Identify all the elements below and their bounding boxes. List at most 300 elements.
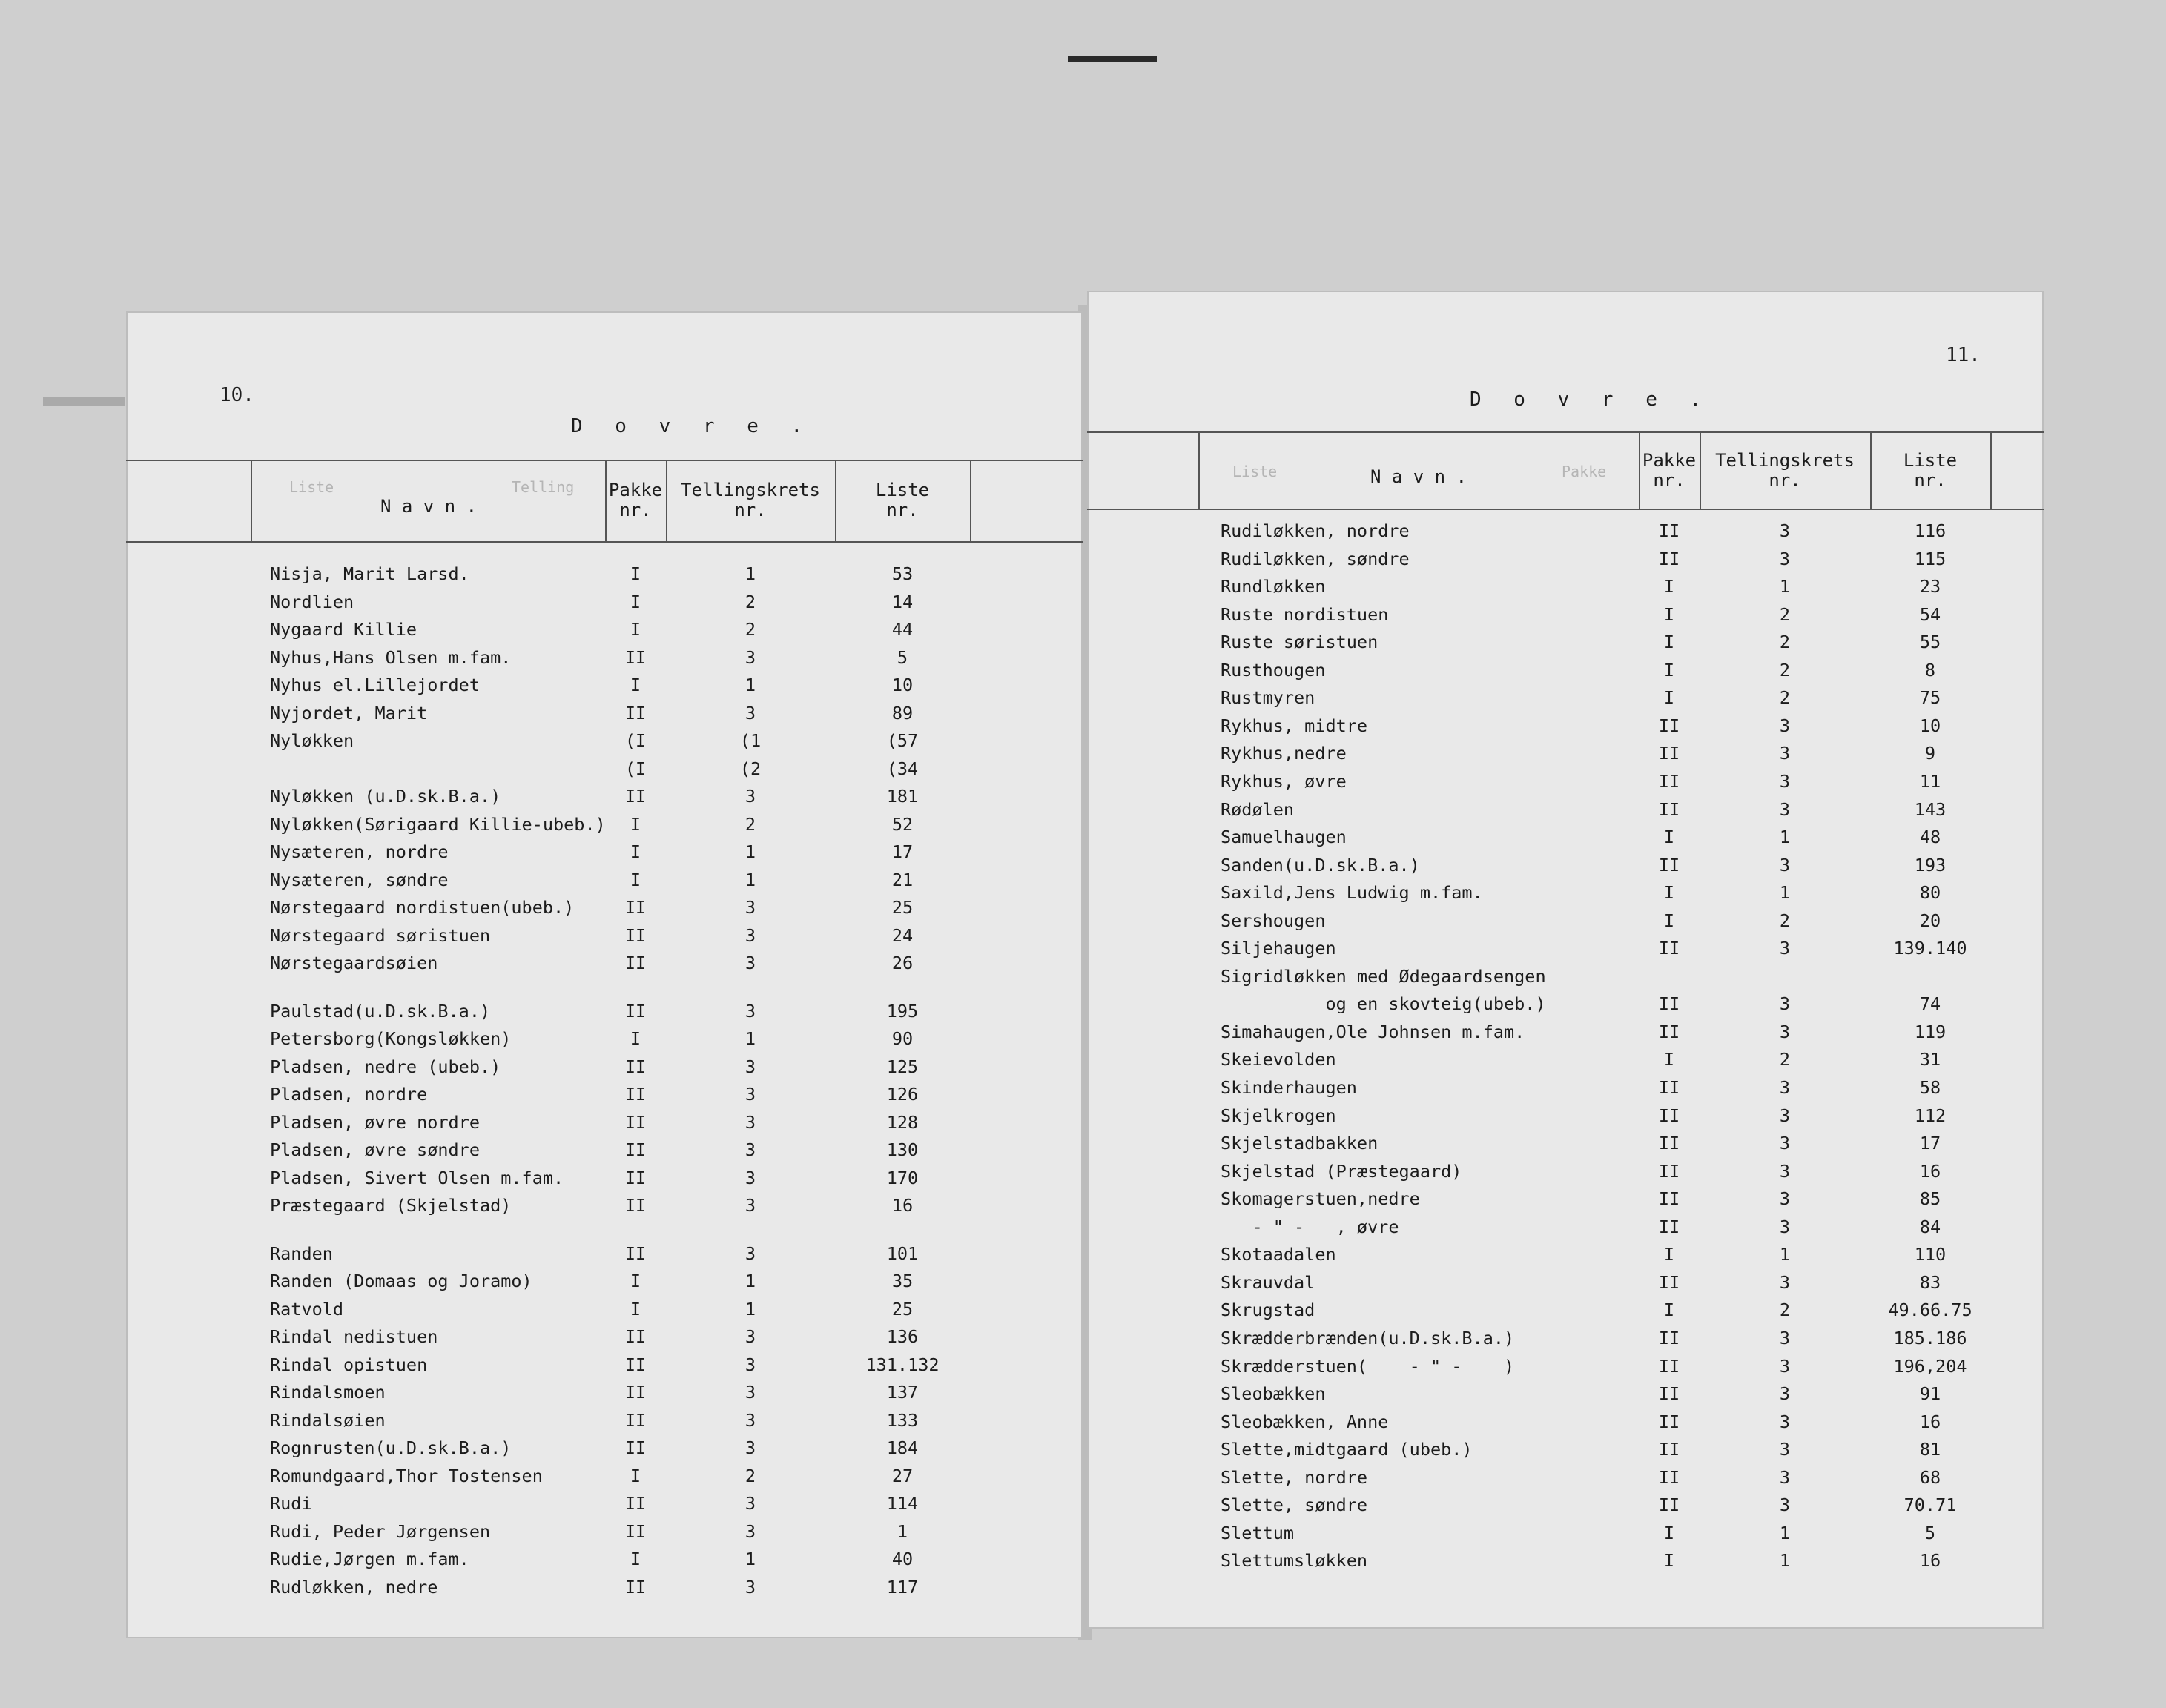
column-rule <box>1990 431 1992 509</box>
table-row <box>126 592 1083 620</box>
pakke-nr: I <box>630 563 641 584</box>
entry-name: - " - , øvre <box>1221 1216 1399 1237</box>
entry-name: Rudiløkken, søndre <box>1221 548 1410 569</box>
entry-name: Sigridløkken med Ødegaardsengen <box>1221 965 1546 987</box>
tellingskrets-nr: 3 <box>1779 1216 1791 1237</box>
tellingskrets-nr: 1 <box>1779 1244 1791 1265</box>
table-row <box>1087 743 2044 771</box>
entry-name: Sleobækken <box>1221 1383 1326 1405</box>
table-row <box>1087 1272 2044 1300</box>
entry-name: Nyhus,Hans Olsen m.fam. <box>270 646 512 668</box>
left-page <box>126 311 1083 1638</box>
table-row <box>1087 1523 2044 1551</box>
liste-nr: 90 <box>891 1028 914 1049</box>
entry-name: Rudløkken, nedre <box>270 1576 438 1598</box>
table-row <box>126 870 1083 898</box>
tellingskrets-nr: 1 <box>1779 1550 1791 1572</box>
liste-nr: 75 <box>1919 687 1941 709</box>
tellingskrets-nr: 1 <box>744 675 756 695</box>
table-row <box>126 1001 1083 1029</box>
entry-name: Slette,midtgaard (ubeb.) <box>1221 1439 1473 1460</box>
table-row <box>126 1084 1083 1112</box>
table-row <box>1087 938 2044 966</box>
col-header-telling: Tellingskrets nr. <box>1715 450 1855 491</box>
table-row <box>126 563 1083 592</box>
liste-nr: 16 <box>891 1195 914 1216</box>
pakke-nr: I <box>1663 603 1675 625</box>
pakke-nr: II <box>624 1520 647 1542</box>
pakke-nr: I <box>1663 1049 1675 1070</box>
entry-name: Skrædderbrænden(u.D.sk.B.a.) <box>1221 1327 1515 1348</box>
tellingskrets-nr: 3 <box>1779 993 1791 1015</box>
entry-name: Samuelhaugen <box>1221 827 1347 848</box>
liste-nr: 48 <box>1919 827 1941 848</box>
entry-name: Nyløkken (u.D.sk.B.a.) <box>270 786 501 807</box>
entry-name: Skjelkrogen <box>1221 1105 1336 1126</box>
tellingskrets-nr: 3 <box>744 1139 756 1160</box>
liste-nr: 25 <box>891 897 914 918</box>
entry-name: Pladsen, nordre <box>270 1084 428 1105</box>
liste-nr: 126 <box>886 1084 919 1105</box>
pakke-nr: II <box>624 924 647 946</box>
entry-name: Rykhus, midtre <box>1221 715 1368 736</box>
pakke-nr: II <box>624 702 647 724</box>
pakke-nr: II <box>1658 1021 1680 1042</box>
liste-nr: 68 <box>1919 1466 1941 1488</box>
entry-name: Skeievolden <box>1221 1049 1336 1070</box>
tellingskrets-nr: 3 <box>1779 743 1791 764</box>
entry-name: Rindalsmoen <box>270 1382 386 1403</box>
header-bottom-rule <box>1087 509 2044 510</box>
liste-nr: 35 <box>891 1271 914 1291</box>
tellingskrets-nr: 3 <box>1779 1077 1791 1098</box>
tellingskrets-nr: 3 <box>1779 1271 1791 1293</box>
entry-name: Pladsen, øvre søndre <box>270 1139 480 1160</box>
tellingskrets-nr: 3 <box>744 1409 756 1431</box>
entry-name: Nørstegaardsøien <box>270 953 438 973</box>
liste-nr: 8 <box>1924 659 1936 681</box>
table-row <box>126 1243 1083 1271</box>
pakke-nr: II <box>624 1084 647 1105</box>
table-row <box>126 1577 1083 1605</box>
pakke-nr: I <box>630 869 641 890</box>
tellingskrets-nr: 2 <box>1779 1300 1791 1321</box>
col-header-telling: Tellingskrets nr. <box>681 480 820 520</box>
liste-nr: 170 <box>886 1167 919 1188</box>
tellingskrets-nr: 3 <box>744 1354 756 1375</box>
liste-nr: (57 <box>886 730 919 751</box>
entry-name: Rudi, Peder Jørgensen <box>270 1520 491 1542</box>
entry-name: Nyløkken <box>270 730 354 751</box>
tellingskrets-nr: 1 <box>744 841 756 862</box>
liste-nr: 44 <box>891 619 914 640</box>
pakke-nr: I <box>630 1028 641 1049</box>
table-row <box>126 1056 1083 1085</box>
liste-nr: 17 <box>1919 1133 1941 1154</box>
tellingskrets-nr: 3 <box>744 1493 756 1514</box>
liste-nr: 133 <box>886 1409 919 1431</box>
entry-name: Rødølen <box>1221 798 1295 820</box>
table-row <box>1087 1217 2044 1245</box>
table-row <box>126 1139 1083 1168</box>
table-row <box>126 814 1083 842</box>
tellingskrets-nr: 3 <box>1779 1021 1791 1042</box>
liste-nr: 21 <box>891 869 914 890</box>
tellingskrets-nr: 3 <box>1779 1411 1791 1432</box>
entry-name: Nyløkken(Sørigaard Killie-ubeb.) <box>270 813 606 835</box>
entry-name: Rindal opistuen <box>270 1354 428 1375</box>
pakke-nr: II <box>1658 1105 1680 1126</box>
col-header-navn: N a v n . <box>380 496 478 517</box>
liste-nr: 195 <box>886 1000 919 1022</box>
entry-name: Saxild,Jens Ludwig m.fam. <box>1221 882 1483 904</box>
entry-name: Paulstad(u.D.sk.B.a.) <box>270 1000 491 1022</box>
table-row <box>1087 799 2044 827</box>
entry-name: Rykhus, øvre <box>1221 770 1347 792</box>
entry-name: Nysæteren, nordre <box>270 841 449 862</box>
entry-name: Slette, nordre <box>1221 1466 1368 1488</box>
liste-nr: 17 <box>891 841 914 862</box>
table-row <box>126 675 1083 703</box>
table-row <box>126 1354 1083 1383</box>
liste-nr: 70.71 <box>1903 1494 1957 1516</box>
tellingskrets-nr: 3 <box>1779 1383 1791 1405</box>
entry-name: Slette, søndre <box>1221 1494 1368 1516</box>
table-row <box>1087 1161 2044 1189</box>
pakke-nr: I <box>630 1465 641 1486</box>
entry-name: Skrædderstuen( - " - ) <box>1221 1355 1515 1377</box>
tellingskrets-nr: 3 <box>744 1167 756 1188</box>
liste-nr: 1 <box>897 1520 908 1542</box>
table-row <box>1087 882 2044 910</box>
pakke-nr: II <box>1658 1188 1680 1210</box>
liste-nr: 20 <box>1919 910 1941 931</box>
liste-nr: 58 <box>1919 1077 1941 1098</box>
entry-name: Skjelstad (Præstegaard) <box>1221 1160 1462 1182</box>
pakke-nr: I <box>1663 827 1675 848</box>
tellingskrets-nr: 3 <box>744 1056 756 1077</box>
tellingskrets-nr: 3 <box>1779 1188 1791 1210</box>
pakke-nr: II <box>1658 1355 1680 1377</box>
pakke-nr: II <box>624 1354 647 1375</box>
liste-nr: 23 <box>1919 576 1941 598</box>
pakke-nr: II <box>624 1000 647 1022</box>
table-row <box>1087 520 2044 549</box>
entry-name: Ruste nordistuen <box>1221 603 1389 625</box>
pakke-nr: I <box>1663 1550 1675 1572</box>
pakke-nr: II <box>1658 520 1680 541</box>
pakke-nr: I <box>630 619 641 640</box>
pakke-nr: II <box>1658 1077 1680 1098</box>
tellingskrets-nr: 3 <box>744 1326 756 1347</box>
pakke-nr: II <box>1658 993 1680 1015</box>
ink-mark <box>1068 56 1157 62</box>
entry-name: Randen (Domaas og Joramo) <box>270 1271 532 1291</box>
pakke-nr: II <box>1658 1439 1680 1460</box>
liste-nr: 16 <box>1919 1550 1941 1572</box>
entry-name: Sanden(u.D.sk.B.a.) <box>1221 854 1420 875</box>
pakke-nr: II <box>1658 1411 1680 1432</box>
page-number: 10. <box>219 384 254 406</box>
table-row <box>1087 1550 2044 1578</box>
liste-nr: 16 <box>1919 1160 1941 1182</box>
entry-name: Simahaugen,Ole Johnsen m.fam. <box>1221 1021 1525 1042</box>
entry-name: Romundgaard,Thor Tostensen <box>270 1465 543 1486</box>
entry-name: Slettumsløkken <box>1221 1550 1368 1572</box>
pakke-nr: I <box>630 1549 641 1569</box>
liste-nr: 14 <box>891 591 914 612</box>
entry-name: Siljehaugen <box>1221 938 1336 959</box>
liste-nr: 89 <box>891 702 914 724</box>
pakke-nr: I <box>630 1271 641 1291</box>
table-row <box>126 1168 1083 1196</box>
table-row <box>126 1437 1083 1466</box>
entry-name: Nørstegaard søristuen <box>270 924 491 946</box>
entry-name: Randen <box>270 1242 333 1264</box>
entry-name: Petersborg(Kongsløkken) <box>270 1028 512 1049</box>
table-row <box>126 925 1083 953</box>
open-register-book <box>126 291 2047 1649</box>
table-row <box>126 786 1083 814</box>
table-row <box>126 1112 1083 1140</box>
table-row <box>1087 1494 2044 1523</box>
liste-nr: 112 <box>1914 1105 1947 1126</box>
table-row <box>126 1410 1083 1438</box>
entry-name: Sershougen <box>1221 910 1326 931</box>
liste-nr: 91 <box>1919 1383 1941 1405</box>
pakke-nr: I <box>1663 687 1675 709</box>
liste-nr: 119 <box>1914 1021 1947 1042</box>
tellingskrets-nr: 2 <box>1779 910 1791 931</box>
tellingskrets-nr: 3 <box>744 897 756 918</box>
pakke-nr: I <box>1663 1244 1675 1265</box>
entry-name: Rudie,Jørgen m.fam. <box>270 1549 469 1569</box>
pakke-nr: II <box>1658 1466 1680 1488</box>
bleed-through-text: Liste <box>289 478 334 496</box>
table-row <box>1087 910 2044 939</box>
col-header-pakke: Pakke nr. <box>608 480 663 520</box>
liste-nr: 193 <box>1914 854 1947 875</box>
liste-nr: 52 <box>891 813 914 835</box>
page-number: 11. <box>1946 344 1981 366</box>
pakke-nr: II <box>624 786 647 807</box>
pakke-nr: II <box>624 1409 647 1431</box>
tellingskrets-nr: 1 <box>744 1271 756 1291</box>
entry-name: Rundløkken <box>1221 576 1326 598</box>
entry-name: Slettum <box>1221 1522 1295 1543</box>
table-row <box>1087 855 2044 883</box>
pakke-nr: (I <box>624 758 647 779</box>
pakke-nr: II <box>1658 1383 1680 1405</box>
header-top-rule <box>126 460 1083 461</box>
pakke-nr: II <box>624 1056 647 1077</box>
tellingskrets-nr: 3 <box>1779 1355 1791 1377</box>
entry-name: Sleobækken, Anne <box>1221 1411 1389 1432</box>
liste-nr: 25 <box>891 1298 914 1320</box>
liste-nr: 125 <box>886 1056 919 1077</box>
liste-nr: 10 <box>1919 715 1941 736</box>
pakke-nr: II <box>1658 743 1680 764</box>
tellingskrets-nr: 2 <box>744 1465 756 1486</box>
col-header-pakke: Pakke nr. <box>1642 450 1697 491</box>
table-row <box>126 730 1083 758</box>
tellingskrets-nr: 3 <box>1779 715 1791 736</box>
right-page <box>1087 291 2044 1629</box>
header-bottom-rule <box>126 541 1083 543</box>
liste-nr: 185.186 <box>1893 1327 1967 1348</box>
liste-nr: 27 <box>891 1465 914 1486</box>
liste-nr: 130 <box>886 1139 919 1160</box>
tellingskrets-nr: 3 <box>1779 1439 1791 1460</box>
tellingskrets-nr: 1 <box>744 869 756 890</box>
entry-name: Rustmyren <box>1221 687 1315 709</box>
table-row <box>126 1299 1083 1327</box>
tellingskrets-nr: 3 <box>1779 854 1791 875</box>
tellingskrets-nr: 3 <box>744 1576 756 1598</box>
liste-nr: 80 <box>1919 882 1941 904</box>
table-row <box>1087 1133 2044 1161</box>
tellingskrets-nr: 1 <box>1779 882 1791 904</box>
page-title: D o v r e . <box>1470 388 1712 411</box>
tellingskrets-nr: 1 <box>1779 827 1791 848</box>
liste-nr: 9 <box>1924 743 1936 764</box>
entry-name: Nygaard Killie <box>270 619 417 640</box>
pakke-nr: I <box>1663 910 1675 931</box>
table-row <box>1087 1022 2044 1050</box>
edge-smudge <box>43 397 125 406</box>
bleed-through-text: Liste <box>1232 463 1278 480</box>
table-row <box>126 1028 1083 1056</box>
col-header-liste: Liste nr. <box>875 480 930 520</box>
tellingskrets-nr: 3 <box>1779 1466 1791 1488</box>
table-row <box>126 1521 1083 1549</box>
tellingskrets-nr: 3 <box>744 646 756 668</box>
entry-name: Pladsen, øvre nordre <box>270 1111 480 1133</box>
table-row <box>126 841 1083 870</box>
liste-nr: 101 <box>886 1242 919 1264</box>
tellingskrets-nr: 3 <box>744 1000 756 1022</box>
pakke-nr: II <box>1658 1271 1680 1293</box>
pakke-nr: II <box>1658 715 1680 736</box>
pakke-nr: II <box>1658 1494 1680 1516</box>
entry-name: Skjelstadbakken <box>1221 1133 1378 1154</box>
table-row <box>126 1549 1083 1577</box>
entry-name: Nordlien <box>270 591 354 612</box>
column-rule <box>970 460 971 541</box>
tellingskrets-nr: 3 <box>744 702 756 724</box>
tellingskrets-nr: (1 <box>739 730 762 751</box>
liste-nr: 116 <box>1914 520 1947 541</box>
table-row <box>1087 771 2044 799</box>
col-header-liste: Liste nr. <box>1903 450 1958 491</box>
table-row <box>126 1271 1083 1299</box>
table-row <box>1087 1188 2044 1217</box>
tellingskrets-nr: 3 <box>1779 798 1791 820</box>
tellingskrets-nr: 2 <box>1779 632 1791 653</box>
pakke-nr: II <box>624 953 647 973</box>
pakke-nr: II <box>1658 938 1680 959</box>
pakke-nr: II <box>1658 854 1680 875</box>
tellingskrets-nr: 3 <box>1779 520 1791 541</box>
entry-name: Rudiløkken, nordre <box>1221 520 1410 541</box>
entry-name: Nysæteren, søndre <box>270 869 449 890</box>
tellingskrets-nr: 2 <box>1779 1049 1791 1070</box>
pakke-nr: II <box>1658 1327 1680 1348</box>
liste-nr: 143 <box>1914 798 1947 820</box>
liste-nr: 114 <box>886 1493 919 1514</box>
tellingskrets-nr: 3 <box>744 1437 756 1458</box>
pakke-nr: I <box>1663 1522 1675 1543</box>
liste-nr: 181 <box>886 786 919 807</box>
table-row <box>1087 1244 2044 1272</box>
pakke-nr: II <box>1658 1133 1680 1154</box>
tellingskrets-nr: 3 <box>744 1520 756 1542</box>
liste-nr: 54 <box>1919 603 1941 625</box>
liste-nr: 139.140 <box>1893 938 1967 959</box>
bleed-through-text: Pakke <box>1562 463 1607 480</box>
pakke-nr: I <box>1663 882 1675 904</box>
table-row <box>1087 549 2044 577</box>
tellingskrets-nr: 3 <box>1779 1105 1791 1126</box>
liste-nr: 11 <box>1919 770 1941 792</box>
tellingskrets-nr: 2 <box>744 619 756 640</box>
table-row <box>1087 993 2044 1022</box>
entry-name: Skomagerstuen,nedre <box>1221 1188 1420 1210</box>
liste-nr: 49.66.75 <box>1888 1300 1972 1321</box>
liste-nr: 81 <box>1919 1439 1941 1460</box>
tellingskrets-nr: 1 <box>1779 1522 1791 1543</box>
col-header-navn: N a v n . <box>1370 466 1467 487</box>
entry-name: Rudi <box>270 1493 312 1514</box>
header-top-rule <box>1087 431 2044 433</box>
entry-name: Ruste søristuen <box>1221 632 1378 653</box>
table-row <box>1087 632 2044 660</box>
table-row <box>1087 660 2044 688</box>
page-title: D o v r e . <box>571 415 813 437</box>
entry-name: Skrauvdal <box>1221 1271 1315 1293</box>
tellingskrets-nr: 3 <box>1779 770 1791 792</box>
tellingskrets-nr: 1 <box>744 1028 756 1049</box>
entry-name: Rindal nedistuen <box>270 1326 438 1347</box>
pakke-nr: II <box>624 1326 647 1347</box>
table-row <box>1087 1467 2044 1495</box>
pakke-nr: II <box>624 646 647 668</box>
pakke-nr: I <box>1663 576 1675 598</box>
pakke-nr: I <box>630 813 641 835</box>
tellingskrets-nr: 3 <box>744 786 756 807</box>
pakke-nr: II <box>624 1167 647 1188</box>
table-row <box>1087 1049 2044 1077</box>
liste-nr: 74 <box>1919 993 1941 1015</box>
pakke-nr: II <box>1658 1216 1680 1237</box>
table-row <box>126 1195 1083 1223</box>
entry-name: Nyjordet, Marit <box>270 702 428 724</box>
table-row <box>1087 1439 2044 1467</box>
pakke-nr: I <box>1663 1300 1675 1321</box>
table-row <box>1087 715 2044 744</box>
tellingskrets-nr: 3 <box>744 1084 756 1105</box>
tellingskrets-nr: 3 <box>744 1111 756 1133</box>
tellingskrets-nr: 3 <box>1779 548 1791 569</box>
pakke-nr: II <box>624 1139 647 1160</box>
pakke-nr: II <box>624 1195 647 1216</box>
tellingskrets-nr: 2 <box>1779 687 1791 709</box>
liste-nr: 53 <box>891 563 914 584</box>
liste-nr: 128 <box>886 1111 919 1133</box>
liste-nr: 10 <box>891 675 914 695</box>
liste-nr: 85 <box>1919 1188 1941 1210</box>
tellingskrets-nr: 2 <box>744 813 756 835</box>
